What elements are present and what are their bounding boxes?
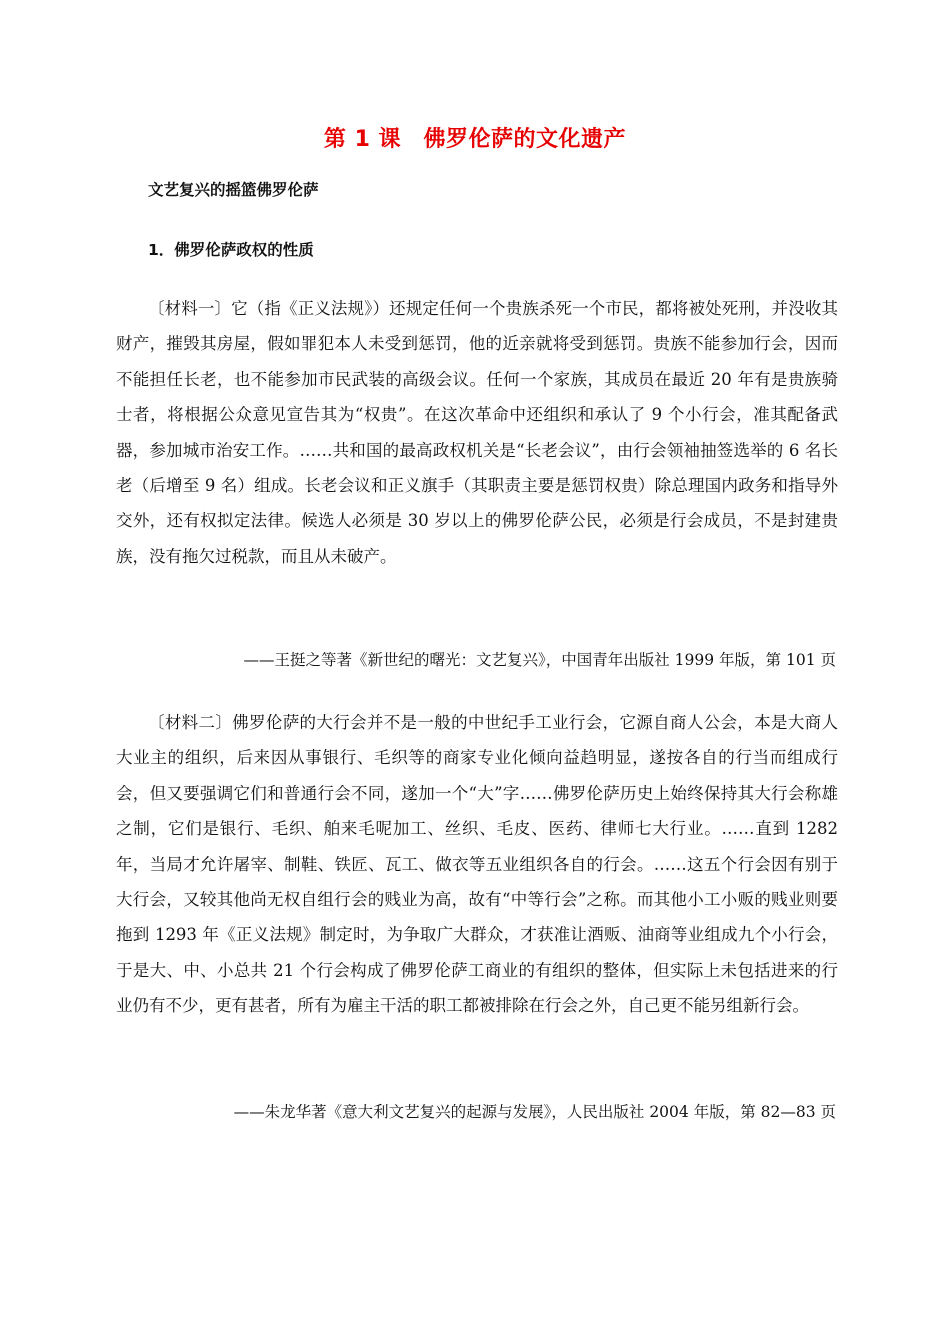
section-heading: 文艺复兴的摇篮佛罗伦萨 xyxy=(148,181,319,199)
lesson-title: 第 1 课 佛罗伦萨的文化遗产 xyxy=(323,127,627,152)
material-1-source: ——王挺之等著《新世纪的曙光：文艺复兴》，中国青年出版社 1999 年版，第 101 页 xyxy=(243,651,836,669)
subheading: 1．佛罗伦萨政权的性质 xyxy=(148,241,314,259)
material-1-paragraph: 〔材料一〕它（指《正义法规》）还规定任何一个贵族杀死一个市民，都将被处死刑，并没收其财产，摧毁其房屋，假如罪犯本人未受到惩罚，他的近亲就将受到惩罚。贵族不能参加行会，因而不能担任长老，也不能参加市民武装的高级会议。任何一个家族，其成员在最近 20 年有是贵族骑士者，将根据公众意见宣告其为“权贵”。在这次革命中还组织和承认了 9 个小行会，准其配备武器，参加城市治安工作。……共和国的最高政权机关是“长老会议”，由行会领袖抽签选举的 6 名长老（后增至 9 名）组成。长老会议和正义旗手（其职责主要是惩罚权贵）除总理国内政务和指导外交外，还有权拟定法律。候选人必须是 30 岁以上的佛罗伦萨公民，必须是行会成员，不是封建贵族，没有拖欠过税款，而且从未破产。 xyxy=(116,299,838,566)
material-2-paragraph: 〔材料二〕佛罗伦萨的大行会并不是一般的中世纪手工业行会，它源自商人公会，本是大商人大业主的组织，后来因从事银行、毛织等的商家专业化倾向益趋明显，遂按各自的行当而组成行会，但又要强调它们和普通行会不同，遂加一个“大”字……佛罗伦萨历史上始终保持其大行会称雄之制，它们是银行、毛织、舶来毛呢加工、丝织、毛皮、医药、律师七大行业。……直到 1282 年，当局才允许屠宰、制鞋、铁匠、瓦工、做衣等五业组织各自的行会。……这五个行会因有别于大行会，又较其他尚无权自组行会的贱业为高，故有“中等行会”之称。而其他小工小贩的贱业则要拖到 1293 年《正义法规》制定时，为争取广大群众，才获准让酒贩、油商等业组成九个小行会，于是大、中、小总共 21 个行会构成了佛罗伦萨工商业的有组织的整体，但实际上未包括进来的行业仍有不少，更有甚者，所有为雇主干活的职工都被排除在行会之外，自己更不能另组新行会。 xyxy=(116,713,838,1016)
material-2-source: ——朱龙华著《意大利文艺复兴的起源与发展》，人民出版社 2004 年版，第 82—83 页 xyxy=(233,1103,836,1121)
